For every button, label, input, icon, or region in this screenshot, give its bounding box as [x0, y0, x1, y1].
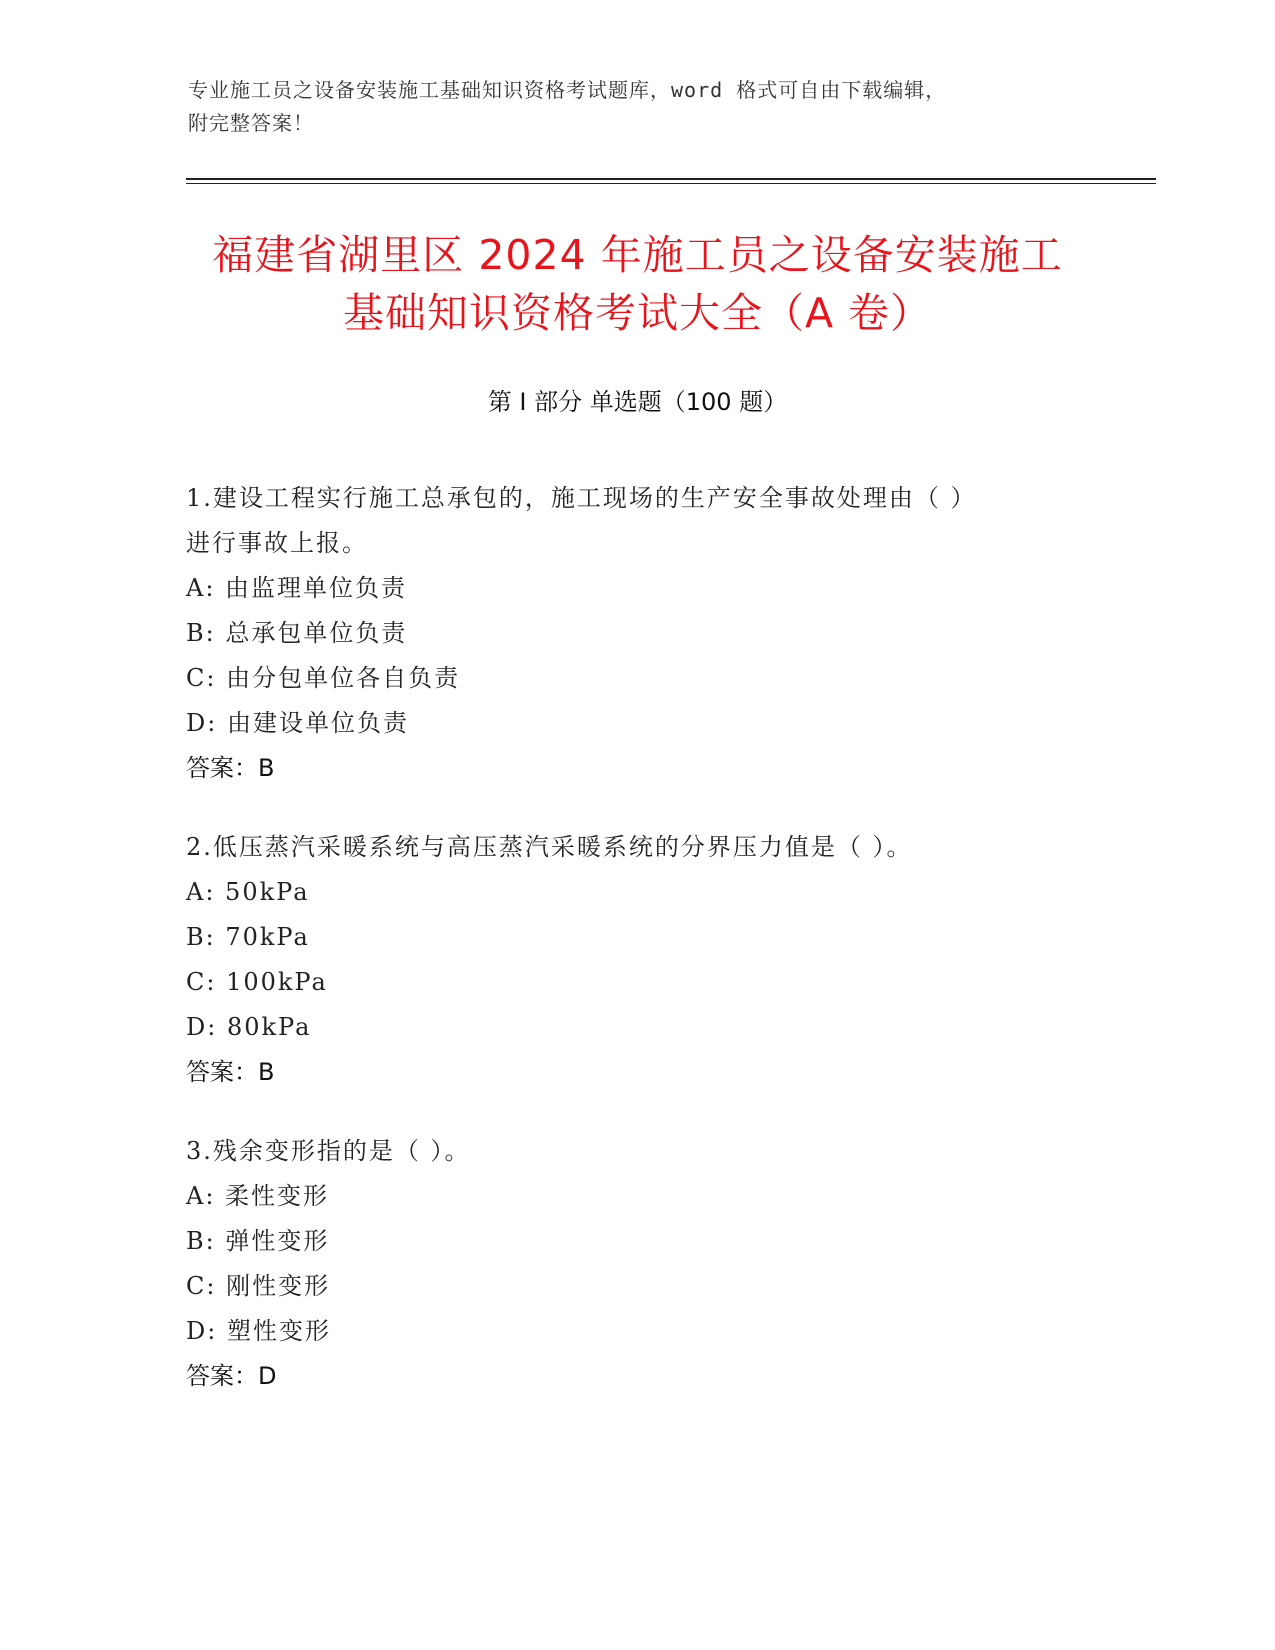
header-note-line-2: 附完整答案！	[188, 111, 314, 135]
header-note	[188, 74, 1088, 140]
question-3-answer: 答案：D	[186, 1362, 277, 1390]
question-2-option-d: D: 80kPa	[186, 1013, 312, 1041]
header-note-line-1: 专业施工员之设备安装施工基础知识资格考试题库，word 格式可自由下载编辑，	[188, 78, 947, 102]
question-2	[186, 825, 1086, 1095]
question-1-option-a: A: 由监理单位负责	[186, 574, 408, 602]
question-list	[186, 476, 1086, 1433]
question-3-option-c: C: 刚性变形	[186, 1272, 331, 1300]
question-1-option-d: D: 由建设单位负责	[186, 709, 409, 737]
header-divider-thin	[186, 183, 1156, 184]
section-title: 第 I 部分 单选题（100 题）	[487, 388, 788, 416]
question-3-option-d: D: 塑性变形	[186, 1317, 331, 1345]
question-2-answer: 答案：B	[186, 1058, 275, 1086]
question-2-option-b: B: 70kPa	[186, 923, 310, 951]
question-1	[186, 476, 1086, 791]
header-divider-thick	[186, 178, 1156, 180]
question-3-option-a: A: 柔性变形	[186, 1182, 330, 1210]
question-3-option-b: B: 弹性变形	[186, 1227, 330, 1255]
question-2-option-c: C: 100kPa	[186, 968, 328, 996]
question-3	[186, 1129, 1086, 1399]
document-title	[140, 226, 1135, 342]
question-1-stem-line-2: 进行事故上报。	[186, 529, 368, 557]
question-2-option-a: A: 50kPa	[186, 878, 310, 906]
question-1-answer: 答案：B	[186, 754, 275, 782]
question-1-option-b: B: 总承包单位负责	[186, 619, 408, 647]
question-1-option-c: C: 由分包单位各自负责	[186, 664, 461, 692]
question-3-stem: 3.残余变形指的是（ ）。	[186, 1137, 471, 1165]
question-2-stem: 2.低压蒸汽采暖系统与高压蒸汽采暖系统的分界压力值是（ ）。	[186, 833, 913, 861]
question-1-stem-line-1: 1.建设工程实行施工总承包的，施工现场的生产安全事故处理由（ ）	[186, 484, 977, 512]
document-title-line-1: 福建省湖里区 2024 年施工员之设备安装施工	[212, 231, 1063, 279]
document-title-line-2: 基础知识资格考试大全（A 卷）	[342, 289, 933, 337]
